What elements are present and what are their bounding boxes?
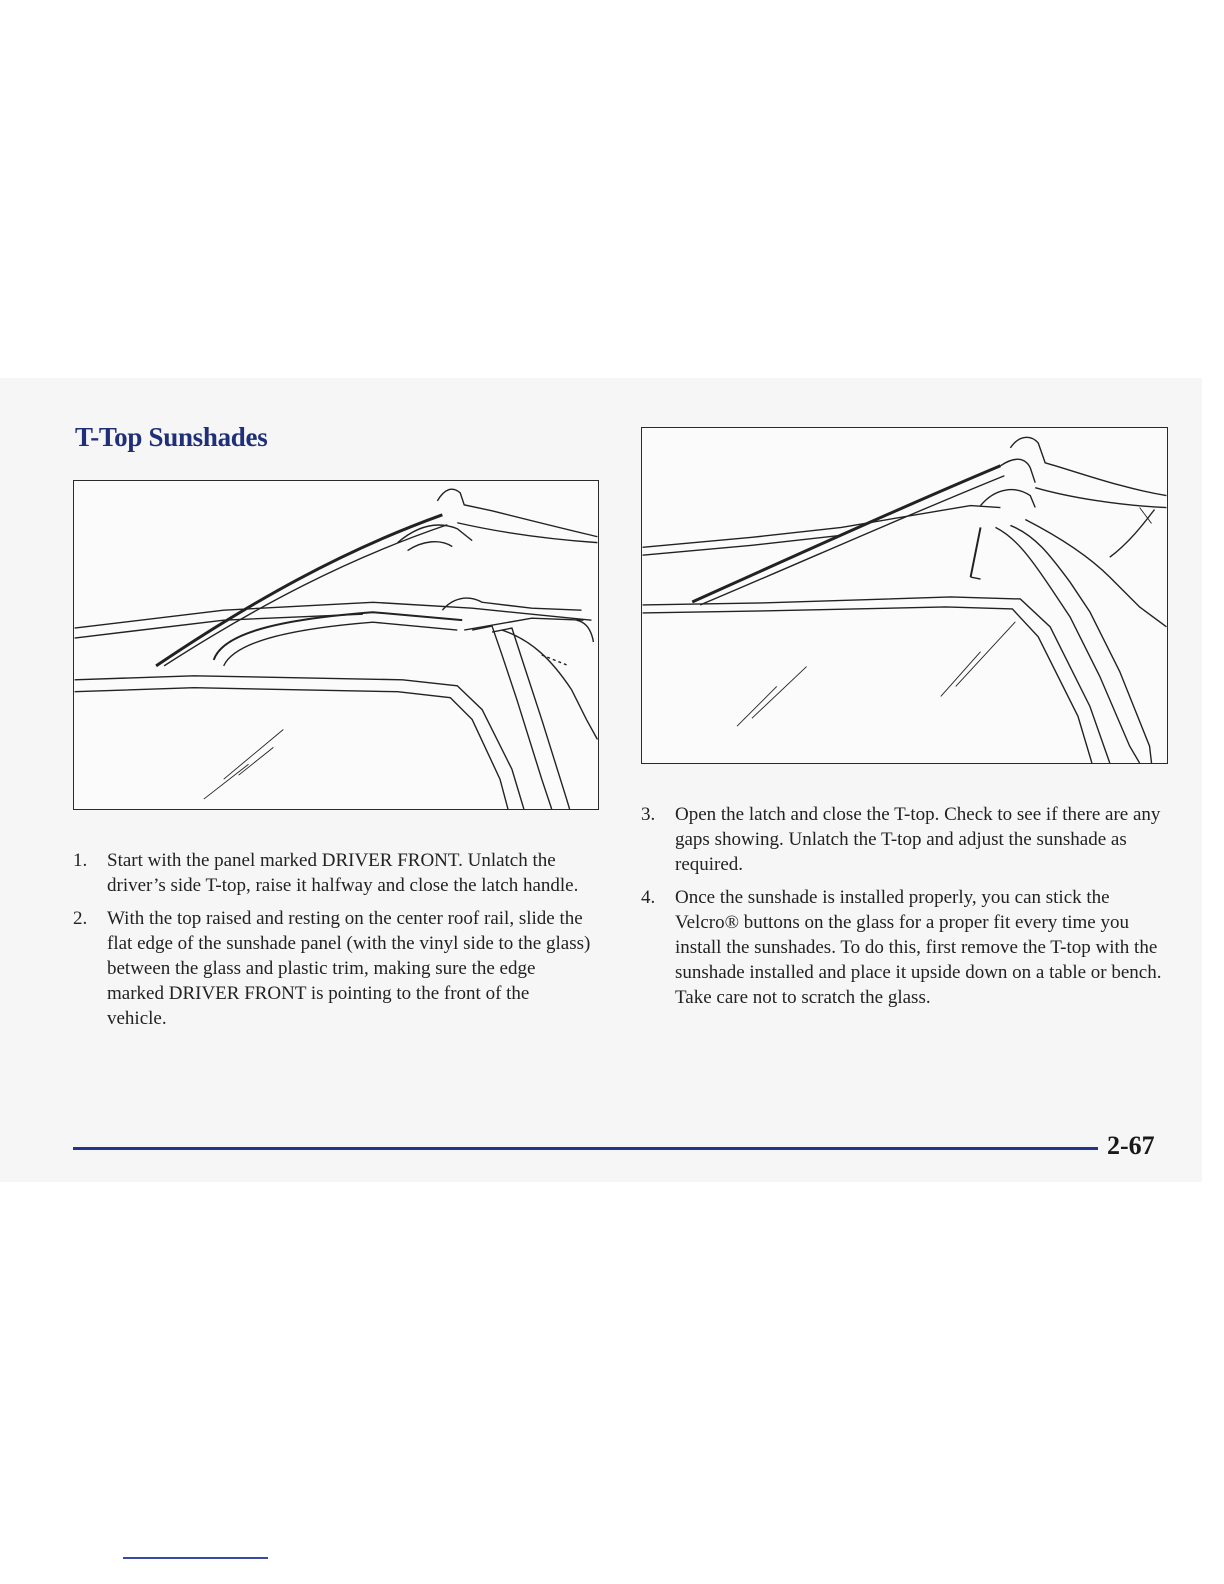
step-text: Start with the panel marked DRIVER FRONT. Unlatch the driver’s side T-top, raise it halfway and close the latch handle.	[107, 850, 579, 896]
step-number: 2.	[73, 908, 88, 929]
t-top-sunshade-adjust-icon	[642, 428, 1167, 763]
list-item	[73, 848, 593, 898]
steps-list-right	[641, 802, 1171, 1018]
list-item	[641, 885, 1171, 1010]
list-item	[73, 906, 593, 1031]
figure-right	[641, 427, 1168, 764]
step-number: 4.	[641, 887, 656, 908]
t-top-sunshade-install-icon	[74, 481, 598, 809]
step-number: 1.	[73, 850, 88, 871]
footer-rule	[73, 1147, 1098, 1150]
page-number: 2-67	[1107, 1131, 1155, 1160]
steps-list-left	[73, 848, 593, 1039]
figure-left	[73, 480, 599, 810]
step-text: Once the sunshade is installed properly, you can stick the Velcro® buttons on the glass for a proper fit every time you install the sunshades. To do this, first remove the T-top with the sunshade installed and place it upside down on a table or bench. Take care not to scratch the glass.	[675, 887, 1162, 1008]
list-item	[641, 802, 1171, 877]
page-title: T-Top Sunshades	[75, 422, 268, 452]
step-text: With the top raised and resting on the center roof rail, slide the flat edge of the sunshade panel (with the vinyl side to the glass) between the glass and plastic trim, making sure the edge marked DRIVER FRONT is pointing to the front of the vehicle.	[107, 908, 591, 1029]
step-number: 3.	[641, 804, 656, 825]
step-text: Open the latch and close the T-top. Check to see if there are any gaps showing. Unlatch the T-top and adjust the sunshade as required.	[675, 804, 1161, 875]
bottom-divider	[123, 1557, 268, 1559]
